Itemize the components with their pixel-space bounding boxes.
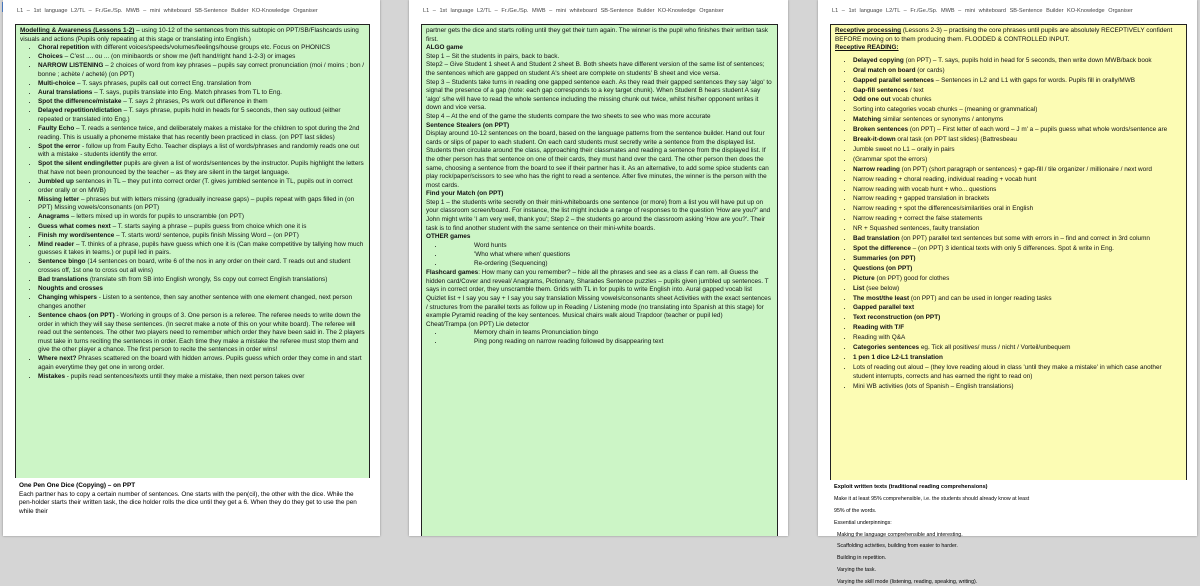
other-list (426, 242, 773, 269)
list-item (853, 115, 1182, 124)
item-text: eg. Tick all positives/ muss / nicht / Vorteil/unbequem (919, 344, 1071, 352)
item-label: Spot the error (38, 142, 81, 150)
receptive-list (835, 56, 1182, 392)
list-item (853, 125, 1182, 134)
item-text: – T. starts word/ sentence, pupils finish Missing Word – (on PPT) (114, 231, 299, 239)
list-item (38, 213, 365, 222)
list-item (38, 223, 365, 232)
list-item: • Word hunts (444, 242, 773, 251)
item-label: Spot the difference (853, 245, 911, 252)
item-text: – T. thinks of a phrase, pupils have guess which one it is (Can make competitive by tallying how much guesses it takes in teams.) or pupil led in pairs. (38, 240, 364, 257)
item-text: – T. reads a sentence twice, and deliberately makes a mistake for the children to spot during the 2nd reading. This is usually a phoneme mistake that has recently been practiced in class. (on PPT last slides) (38, 125, 360, 141)
one-pen-one-dice (15, 478, 370, 536)
item-label: Anagrams (38, 213, 70, 221)
item-text: - Listen to a sentence, then say another sentence with one element changed, next person changes another (38, 294, 353, 310)
item-text: with different voices/speeds/volumes/feelings/house groups etc. Focus on PHONICS (89, 44, 331, 52)
text-line: Make it at least 95% comprehensible, i.e. the students should already know at least (834, 495, 1030, 502)
list-item (38, 355, 365, 372)
list-item: • Ping pong reading on narrow reading followed by disappearing text (444, 338, 773, 347)
item-text: (translate sth from SB into English wrongly, Ss copy out correct English translations) (88, 276, 328, 284)
item-label: Matching (853, 116, 882, 124)
item-text: Narrow reading + spot the differences/similarities oral in English (853, 205, 1034, 213)
list-item (38, 62, 365, 79)
item-label: Choral repetition (38, 44, 90, 52)
list-item (853, 294, 1182, 303)
item-text: Narrow reading + choral reading, individual reading + vocab hunt (853, 175, 1037, 183)
modelling-intro: Modelling & Awareness (Lessons 1-2) – using 10-12 of the sentences from this subtopic on PPT/SB/Flashcards using visuals and actions (Pupils only repeating at this stage or translating into English.) (20, 27, 359, 43)
item-label: Break-it-down (853, 136, 896, 144)
item-text: – T. says, pupils translate into Eng. Match phrases from TL to Eng. (92, 89, 282, 97)
item-text: (on PPT) – T. says, pupils hold in head for 5 seconds, then write down MWB/back book (903, 56, 1152, 64)
list-item (853, 86, 1182, 95)
list-item (38, 294, 365, 311)
list-item (38, 107, 365, 124)
list-item (38, 232, 365, 241)
item-text: – letters mixed up in words for pupils to unscramble (on PPT) (69, 213, 245, 221)
item-text: (on PPT) and can be used in longer reading tasks (909, 294, 1052, 302)
item-label: Finish my word/sentence (38, 231, 115, 239)
section-text: Each partner has to copy a certain number of sentences. One starts with the pen(cil), the other with the dice. While the pen-holder starts their written task, the dice holder rolls the dice until they get a 6. When they do they get to use the pen while their (19, 490, 357, 515)
item-label: Picture (853, 274, 875, 282)
match-title: Find your Match (on PPT) (426, 190, 504, 198)
list-item (38, 196, 365, 213)
item-text: – T. says phrase, pupils hold in heads for 5 seconds, then say outloud (either repeated or translated into Eng.) (38, 107, 341, 123)
reading-title: Receptive READING: (835, 44, 899, 52)
continued-text: partner gets the dice and starts rolling until they get their turn again. The winner is the pupil who finishes their written task first. (426, 27, 768, 43)
list-item (853, 165, 1182, 174)
item-label: 1 pen 1 dice L2-L1 translation (853, 353, 943, 361)
item-label: Sentence chaos (on PPT) (38, 312, 115, 319)
item-text: – T. starts saying a phrase – pupils guess from choice which one it is (110, 222, 307, 230)
list-item (853, 234, 1182, 243)
page-header: L1 – 1st language L2/TL – Fr./Ge./Sp. MWB – mini whiteboard SB-Sentence Builder KO-Knowledge Organiser (423, 8, 724, 14)
flashcard-text: Flashcard games: How many can you remember? – hide all the phrases and see as a class if can rem. all Guess the hidden card/Cover and reveal/ Anagrams, Pictionary, Sharades Sentence puzzles – pupils given jumbled up sentences. T says in correct order, they unscramble them. Grids with TL in for pupils to write English into. Aural gapped vocab list Quizlet list + I say you say + I say you say translation Missing vowels/consonants sheet Activities with the exact sentences / structures from the parallel texts as follow up in Reading / Listening mode (no translating into Spanish at this stage) for example Pyramid reading of the key sentences. Musical chairs walk aloud Trapdoor (teacher or pupil led) (426, 269, 771, 320)
item-text: - follow up from Faulty Echo. Teacher displays a list of words/phrases and randomly reads one out with a mistake - students identify the error. (38, 142, 359, 159)
list-item (853, 303, 1182, 312)
item-text: (on PPT) parallel text sentences but some with errors in – find and correct in 3rd column (899, 235, 1150, 243)
page-1 (3, 0, 380, 536)
list-item (853, 363, 1182, 382)
text-line: Scaffolding activities, building from easier to harder. (834, 543, 958, 550)
item-label: Text reconstruction (on PPT) (853, 314, 941, 322)
list-item (853, 185, 1182, 194)
item-text: – Sentences in L2 and L1 with gaps for words. Pupils fill in orally/MWB (933, 76, 1136, 84)
page-header: L1 – 1st language L2/TL – Fr./Ge./Sp. MWB – mini whiteboard SB-Sentence Builder KO-Knowledge Organiser (832, 8, 1133, 14)
item-text: oral task (on PPT last slides) (Battresbeau (895, 136, 1017, 144)
item-label: Questions (on PPT) (853, 264, 913, 272)
item-label: Oral match on board (853, 66, 916, 74)
item-text: – (on PPT) 3 identical texts with only 5 differences. Spot & write in Eng. (910, 245, 1114, 252)
list-item (38, 178, 365, 195)
text-line: Varying the skill mode (listening, reading, speaking, writing). (834, 579, 978, 586)
list-item (853, 56, 1182, 65)
text-line: Step2 – Give Student 1 sheet A and Student 2 sheet B. Both sheets have different version of the same list of sentences; the sentences which are gapped on student A's sheet are complete on students' B sheet and vice versa. (426, 61, 765, 77)
item-label: The most/the least (853, 294, 910, 302)
exploit-lines (834, 496, 1183, 586)
text-line: Step 3 – Students take turns in reading one gapped sentence each. As they read their gapped sentences they say 'algo' to signal the presence of a gap (note: each gap corresponds to a key target chunk). When Student B hears student A say 'algo' s/he will have to read the whole sentence including the missing chunk out twice, whilst his/her opponent writes it down and vice versa. (426, 78, 772, 112)
item-text: Sorting into categories vocab chunks – (meaning or grammatical) (853, 106, 1038, 114)
list-item (38, 80, 365, 89)
item-label: Gapped parallel text (853, 304, 915, 312)
item-label: List (853, 284, 865, 292)
list-item (853, 343, 1182, 352)
text-line: Building in repetition. (834, 555, 887, 562)
match-text: Step 1 – the students write secretly on their mini-whiteboards one sentence (or more) from a list you will have put up on your classroom screen/board. For instance, the list might include a range of responses to the question 'How are you?' and John might write 'I am very well, thank you'; Step 2 – the students go around the classroom asking 'How are you?'. Their task is to find another student with the same sentence on their mini-white boards. (426, 198, 771, 232)
item-label: Choices (38, 53, 63, 61)
list-item (853, 244, 1182, 253)
text-line: Varying the task. (834, 567, 877, 574)
list-item (853, 66, 1182, 75)
item-text: – T. says phrases, pupils call out correct Eng. translation from (75, 80, 251, 88)
item-label: Spot the difference/mistake (38, 98, 122, 106)
item-label: Sentence bingo (38, 258, 86, 266)
item-text: (on PPT) good for clothes (874, 274, 950, 282)
list-item (853, 95, 1182, 104)
item-label: Broken sentences (853, 126, 909, 134)
other-title: OTHER games (426, 233, 471, 241)
item-label: Spot the silent ending/letter (38, 160, 123, 168)
item-text: (see below) (864, 284, 900, 292)
list-item (853, 204, 1182, 213)
item-text: similar sentences or synonyms / antonyms (881, 116, 1004, 124)
list-item (38, 258, 365, 275)
item-label: Changing whispers (38, 294, 97, 302)
list-item (853, 333, 1182, 342)
item-text: Narrow reading with vocab hunt + who... questions (853, 185, 997, 193)
item-text: - Working in groups of 3. One person is a referee. The referee needs to write down the order in which they will say these sentences. (In secret make a note of this on your white board). The referee will read out the sentences. The other two players need to remember which order they have been said in. The 2 players must take in turns reciting the sentences in order. Each time they make a mistake the referee must stop them and give the other player a chance. The first person to recite the sentences in order wins! (38, 312, 365, 354)
receptive-box (830, 24, 1187, 480)
page-3 (818, 0, 1197, 586)
item-label: Reading with T/F (853, 324, 905, 332)
list-item (853, 76, 1182, 85)
item-label: Summaries (on PPT) (853, 254, 916, 262)
list-item (38, 89, 365, 98)
stealers-title: Sentence Stealers (on PPT) (426, 121, 510, 129)
item-label: Delayed copying (853, 56, 904, 64)
item-text: pupils are given a list of words/sentences by the instructor. Pupils highlight the letters that have not been pronounced by the teacher – as they are silent in the target language. (38, 160, 364, 176)
page-2 (409, 0, 788, 536)
exploit-texts (830, 480, 1187, 586)
item-text: Mini WB activities (lots of Spanish – English translations) (853, 383, 1014, 391)
list-item (853, 323, 1182, 332)
text-line: 95% of the words. (834, 507, 877, 514)
item-label: Gapped parallel sentences (853, 76, 934, 84)
list-item (38, 53, 365, 62)
receptive-intro: Receptive processing (Lessons 2-3) – practising the core phrases until pupils are absolutely RECEPTIVELY confident BEFORE moving on to them producing them. FLOODED & CONTROLLED INPUT. (835, 27, 1173, 43)
list-item (38, 241, 365, 258)
item-text: - pupils read sentences/texts until they make a mistake, then next person takes over (65, 373, 305, 381)
item-label: Delayed repetition/dictation (38, 107, 122, 115)
text-line: Step 4 – At the end of the game the students compare the two sheets to see who was more accurate (426, 112, 711, 120)
section-title: One Pen One Dice (Copying) – on PPT (19, 482, 136, 489)
list-item (38, 160, 365, 177)
list-item (38, 143, 365, 160)
text-line: Essential underpinnings: (834, 519, 892, 526)
list-item: • 'Who what where when' questions (444, 251, 773, 260)
list-item (853, 264, 1182, 273)
item-label: Narrow reading (853, 165, 900, 173)
algo-title: ALGO game (426, 44, 463, 52)
item-text: (Grammar spot the errors) (853, 155, 928, 163)
item-label: Bad translation (853, 235, 900, 243)
list-item: • Re-ordering (Sequencing) (444, 260, 773, 269)
modelling-box (15, 24, 370, 478)
item-label: Faulty Echo (38, 125, 75, 133)
item-label: Categories sentences (853, 344, 920, 352)
stealers-text: Display around 10-12 sentences on the board, based on the language patterns from the sentence builder. Hand out four cards or slips of paper to each student. On each card students must secretly write a sentence from the displayed list. Students then circulate around the class, approaching their classmates and reading a sentence from the displayed list. If the other person has that sentence on one of their cards, they must hand over the card. The other person then does the same, choosing a sentence from the board to see if their partner has it. As an alternative, to add some spice students can play rock/paper/scissors to see who has the right to read a sentence. After five minutes, the winner is the person with the most cards. (426, 130, 769, 189)
item-text: NR + Squashed sentences, faulty translation (853, 225, 980, 233)
item-text: – C'est .... ou ... (on minibaords or show me (left hand/right hand 1-2-3) or images (62, 53, 296, 61)
item-label: Mistakes (38, 373, 65, 381)
list-item (853, 145, 1182, 154)
item-text: Narrow reading + gapped translation in brackets (853, 195, 990, 203)
list-item (38, 312, 365, 355)
item-label: Bad translations (38, 276, 89, 284)
list-item (853, 224, 1182, 233)
games-box (421, 24, 778, 536)
item-text: (or cards) (915, 66, 945, 74)
exploit-title: Exploit written texts (traditional reading comprehensions) (834, 484, 988, 490)
text-line: Making the language comprehensible and interesting. (834, 531, 963, 538)
list-item (853, 284, 1182, 293)
item-text: Phrases scattered on the board with hidden arrows. Pupils guess which order they come in and start again everytime they get one in wrong order. (38, 355, 362, 372)
item-text: – phrases but with letters missing (gradually increase gaps) – pupils repeat with gaps filled in (on PPT) Missing vowels/consonants (on PPT) (38, 195, 355, 212)
item-text: Jumble sweet no L1 – orally in pairs (853, 145, 955, 153)
item-label: Noughts and crosses (38, 285, 103, 293)
item-text: – T. says 2 phrases, Ps work out difference in them (121, 98, 268, 106)
list-item (853, 382, 1182, 391)
item-text: Reading with Q&A (853, 334, 906, 342)
list-item (38, 285, 365, 294)
list-item (38, 44, 365, 53)
item-label: Multi-choice (38, 80, 76, 88)
item-text: vocab chunks (890, 96, 932, 104)
item-text: – 2 choices of word from key phrases – pupils say correct pronunciation (moi / moins ; bon / bonne ; achète / acheté) (on PPT) (38, 62, 365, 78)
list-item (853, 175, 1182, 184)
list-item (853, 353, 1182, 362)
item-text: (on PPT) – First letter of each word – J m' a – pupils guess what whole words/sentence are (908, 126, 1168, 134)
item-text: sentences in TL – they put into correct order (T. gives jumbled sentence in TL, pupils out in correct order orally or on MWB) (38, 178, 353, 194)
modelling-list (20, 44, 365, 382)
item-label: Odd one out (853, 96, 891, 104)
item-label: Missing letter (38, 195, 80, 203)
list-item (853, 254, 1182, 263)
text-line: Step 1 – Sit the students in pairs, back to back. (426, 52, 560, 60)
item-text: (14 sentences on board, write 6 of the nos in any order on their card. T reads out and student crosses off, 1st one to cross out all wins) (38, 258, 351, 275)
list-item (853, 135, 1182, 144)
item-text: Narrow reading + correct the false statements (853, 215, 983, 223)
item-label: Aural translations (38, 89, 93, 97)
item-label: Gap-fill sentences (853, 86, 909, 94)
item-text: Lots of reading out aloud – (they love reading aloud in class 'until they make a mistake' in which case another student interrupts, corrects and has earned the right to read on) (853, 363, 1162, 381)
list-item (853, 194, 1182, 203)
algo-steps (426, 53, 773, 122)
list-item (38, 98, 365, 107)
item-label: Where next? (38, 355, 77, 363)
item-text: / text (908, 86, 924, 94)
item-text: (on PPT) (short paragraph or sentences) + gap-fill / tile organizer / millionaire / next word (899, 165, 1152, 173)
list-item (853, 155, 1182, 164)
page-header: L1 – 1st language L2/TL – Fr./Ge./Sp. MWB – mini whiteboard SB-Sentence Builder KO-Knowledge Organiser (17, 8, 318, 14)
last-list (426, 329, 773, 347)
item-label: Jumbled up (38, 178, 74, 186)
item-label: NARROW LISTENING (38, 62, 104, 70)
list-item (38, 125, 365, 142)
list-item (853, 313, 1182, 322)
list-item (38, 373, 365, 382)
item-label: Mind reader (38, 240, 75, 248)
list-item (853, 274, 1182, 283)
cheat-text: Cheat/Trampa (on PPT) Lie detector (426, 320, 530, 328)
list-item: • Memory chain in teams Pronunciation bingo (444, 329, 773, 338)
item-label: Guess what comes next (38, 222, 111, 230)
list-item (853, 105, 1182, 114)
list-item (853, 214, 1182, 223)
list-item (38, 276, 365, 285)
